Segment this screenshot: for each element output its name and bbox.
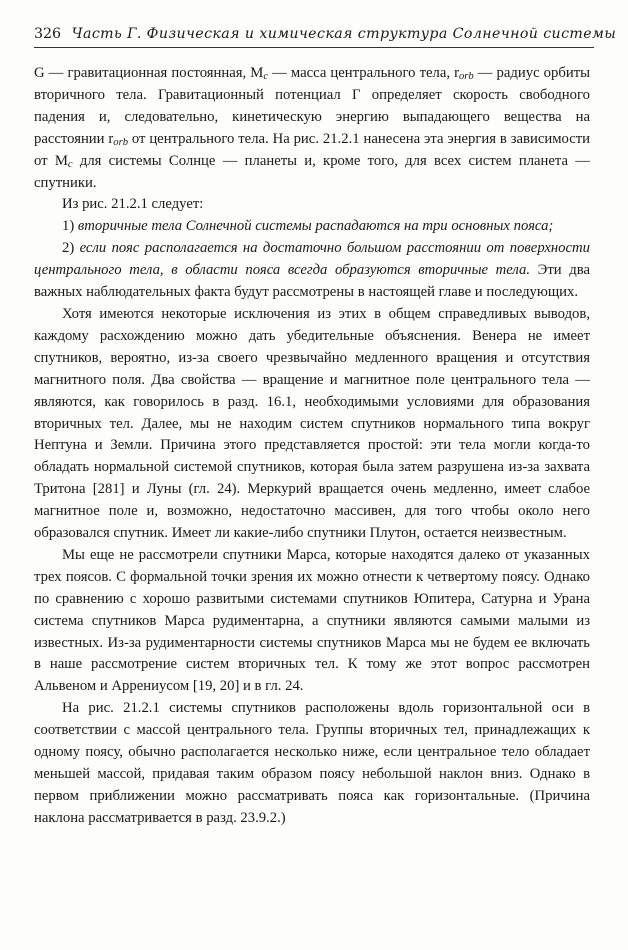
text-run: 2) <box>62 240 80 257</box>
subscript: c <box>263 71 269 83</box>
page-number: 326 <box>34 26 62 42</box>
text-run: для системы Солнце — планеты и, кроме того, для всех систем планета — спутники. <box>34 152 590 191</box>
text-run: если пояс располагается на достаточно большом расстоянии от поверхности центрального тела, в области пояса всегда образуются вторичные тела. <box>34 240 590 279</box>
text-run: — масса центрального тела, r <box>268 65 459 81</box>
paragraph <box>34 194 590 216</box>
paragraph <box>34 238 590 304</box>
text-run: На рис. 21.2.1 системы спутников расположены вдоль горизонтальной оси в соответствии с массой центрального тела. Группы вторичных тел, принадлежащих к одному поясу, обычно располагается несколько ниже, если центральное тело обладает меньшей массой, придавая таким образом поясу небольшой наклон вниз. Однако в первом приближении можно рассматривать пояса как горизонтальные. (Причина наклона рассматривается в разд. 23.9.2.) <box>34 700 590 826</box>
running-head <box>34 24 617 48</box>
text-run: 1) <box>62 218 78 235</box>
paragraph <box>34 698 590 829</box>
subscript: c <box>67 158 73 170</box>
text-run: Мы еще не рассмотрели спутники Марса, которые находятся далеко от указанных трех поясов. С формальной точки зрения их можно отнести к четвертому поясу. Однако по сравнению с хорошо развитыми системами спутников Юпитера, Сатурна и Урана система спутников Марса рудиментарна, а спутники являются самыми малыми из известных. Из-за рудиментарности системы спутников Марса мы не будем ее включать в наше рассмотрение систем вторичных тел. К тому же этот вопрос рассмотрен Альвеном и Аррениусом [19, 20] и в гл. 24. <box>34 546 590 695</box>
subscript: orb <box>113 136 128 148</box>
paragraph <box>34 304 590 545</box>
subscript: orb <box>459 71 474 83</box>
text-run: G — гравитационная постоянная, M <box>34 65 264 81</box>
text-run: Эти два важных наблюдательных факта будут рассмотрены в настоящей главе и последующих. <box>34 262 590 301</box>
paragraph <box>34 63 590 194</box>
body-text <box>34 63 590 830</box>
paragraph <box>34 545 590 698</box>
text-run: от центрального тела. На рис. 21.2.1 нанесена эта энергия в зависимости от M <box>34 130 590 169</box>
running-title: Часть Г. Физическая и химическая структура Солнечной системы <box>71 26 617 42</box>
text-run: — радиус орбиты вторичного тела. Гравитационный потенциал Г определяет скорость свободного падения и, следовательно, кинетическую энергию выпадающего вещества на расстоянии r <box>34 65 590 147</box>
text-run: вторичные тела Солнечной системы распадаются на три основных пояса; <box>77 218 554 235</box>
text-run: Из рис. 21.2.1 следует: <box>62 196 204 213</box>
paragraph <box>34 216 590 238</box>
text-run: Хотя имеются некоторые исключения из этих в общем справедливых выводов, каждому расхождению можно дать убедительные объяснения. Венера не имеет спутников, вероятно, из-за своего чрезвычайно медленного вращения и отсутствия магнитного поля. Два свойства — вращение и магнитное поле центрального тела — являются, как говорилось в разд. 16.1, необходимыми условиями для образования вторичных тел. Далее, мы не находим систем спутников нормального типа вокруг Нептуна и Земли. Причина этого представляется простой: эти тела могли когда-то обладать нормальной системой спутников, которая была затем разрушена из-за захвата Тритона [281] и Луны (гл. 24). Меркурий вращается очень медленно, имеет слабое магнитное поле и, возможно, недостаточно массивен, для того чтобы около него образовался спутник. Имеет ли какие-либо спутники Плутон, остается неизвестным. <box>34 305 590 542</box>
